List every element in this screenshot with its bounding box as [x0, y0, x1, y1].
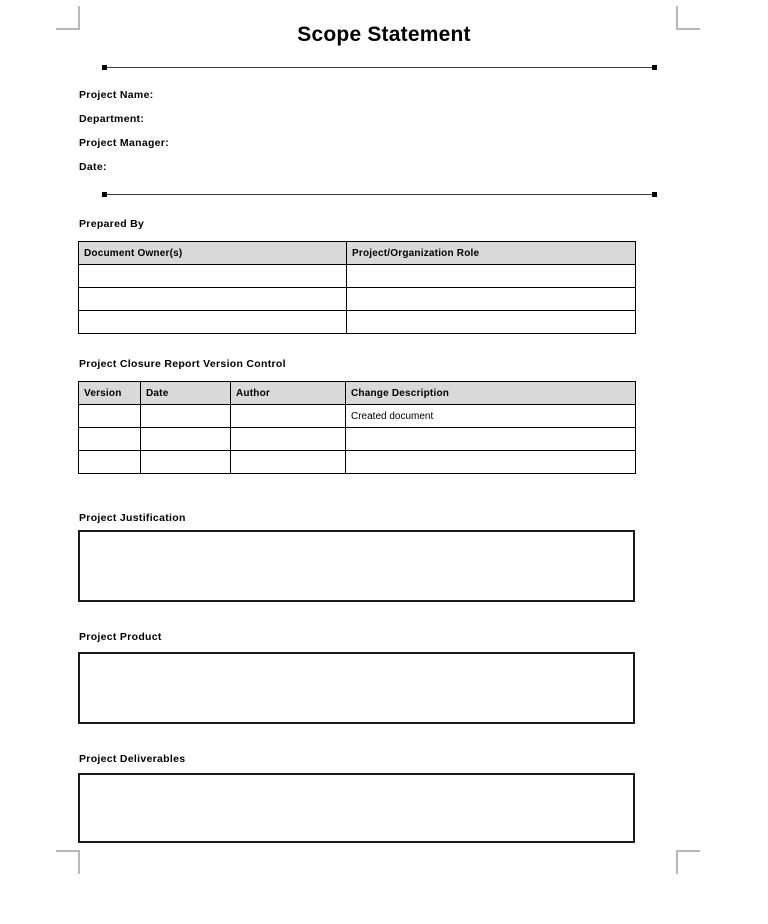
cell-version[interactable]: [79, 428, 141, 451]
column-header-version: Version: [79, 382, 141, 405]
table-row[interactable]: [79, 405, 636, 428]
column-header-change-description: Change Description: [346, 382, 636, 405]
crop-mark-bottom-left-icon: [56, 850, 80, 874]
cell-project-role[interactable]: [347, 288, 636, 311]
cell-project-role[interactable]: [347, 311, 636, 334]
crop-mark-bottom-right-icon: [676, 850, 700, 874]
version-control-heading: Project Closure Report Version Control: [79, 358, 286, 370]
table-row[interactable]: [79, 311, 636, 334]
field-date: Date:: [79, 161, 107, 173]
prepared-by-heading: Prepared By: [79, 218, 145, 230]
column-header-date: Date: [141, 382, 231, 405]
cell-change-description[interactable]: [346, 428, 636, 451]
page-title: Scope Statement: [297, 23, 471, 46]
header-field-list: [79, 83, 499, 179]
field-department: Department:: [79, 113, 145, 125]
cell-document-owner[interactable]: [79, 265, 347, 288]
project-product-textbox[interactable]: [78, 652, 635, 724]
header-divider-top: [104, 67, 655, 68]
cell-date[interactable]: [141, 405, 231, 428]
cell-date[interactable]: [141, 428, 231, 451]
cell-author[interactable]: [231, 451, 346, 474]
cell-version[interactable]: [79, 405, 141, 428]
cell-author[interactable]: [231, 405, 346, 428]
field-project-manager: Project Manager:: [79, 137, 169, 149]
version-control-table: [78, 381, 636, 474]
cell-change-description[interactable]: [346, 451, 636, 474]
table-row[interactable]: [79, 265, 636, 288]
cell-change-description[interactable]: Created document: [346, 405, 636, 428]
table-header-row: [79, 242, 636, 265]
column-header-document-owner: Document Owner(s): [79, 242, 347, 265]
cell-document-owner[interactable]: [79, 311, 347, 334]
cell-version[interactable]: [79, 451, 141, 474]
table-row[interactable]: [79, 428, 636, 451]
cell-project-role[interactable]: [347, 265, 636, 288]
header-divider-bottom: [104, 194, 655, 195]
table-row[interactable]: [79, 451, 636, 474]
project-justification-textbox[interactable]: [78, 530, 635, 602]
column-header-project-role: Project/Organization Role: [347, 242, 636, 265]
project-justification-heading: Project Justification: [79, 512, 186, 524]
table-header-row: [79, 382, 636, 405]
cell-author[interactable]: [231, 428, 346, 451]
column-header-author: Author: [231, 382, 346, 405]
project-deliverables-textbox[interactable]: [78, 773, 635, 843]
cell-date[interactable]: [141, 451, 231, 474]
cell-document-owner[interactable]: [79, 288, 347, 311]
project-product-heading: Project Product: [79, 631, 162, 643]
field-project-name: Project Name:: [79, 89, 154, 101]
project-deliverables-heading: Project Deliverables: [79, 753, 186, 765]
prepared-by-table: [78, 241, 636, 334]
table-row[interactable]: [79, 288, 636, 311]
